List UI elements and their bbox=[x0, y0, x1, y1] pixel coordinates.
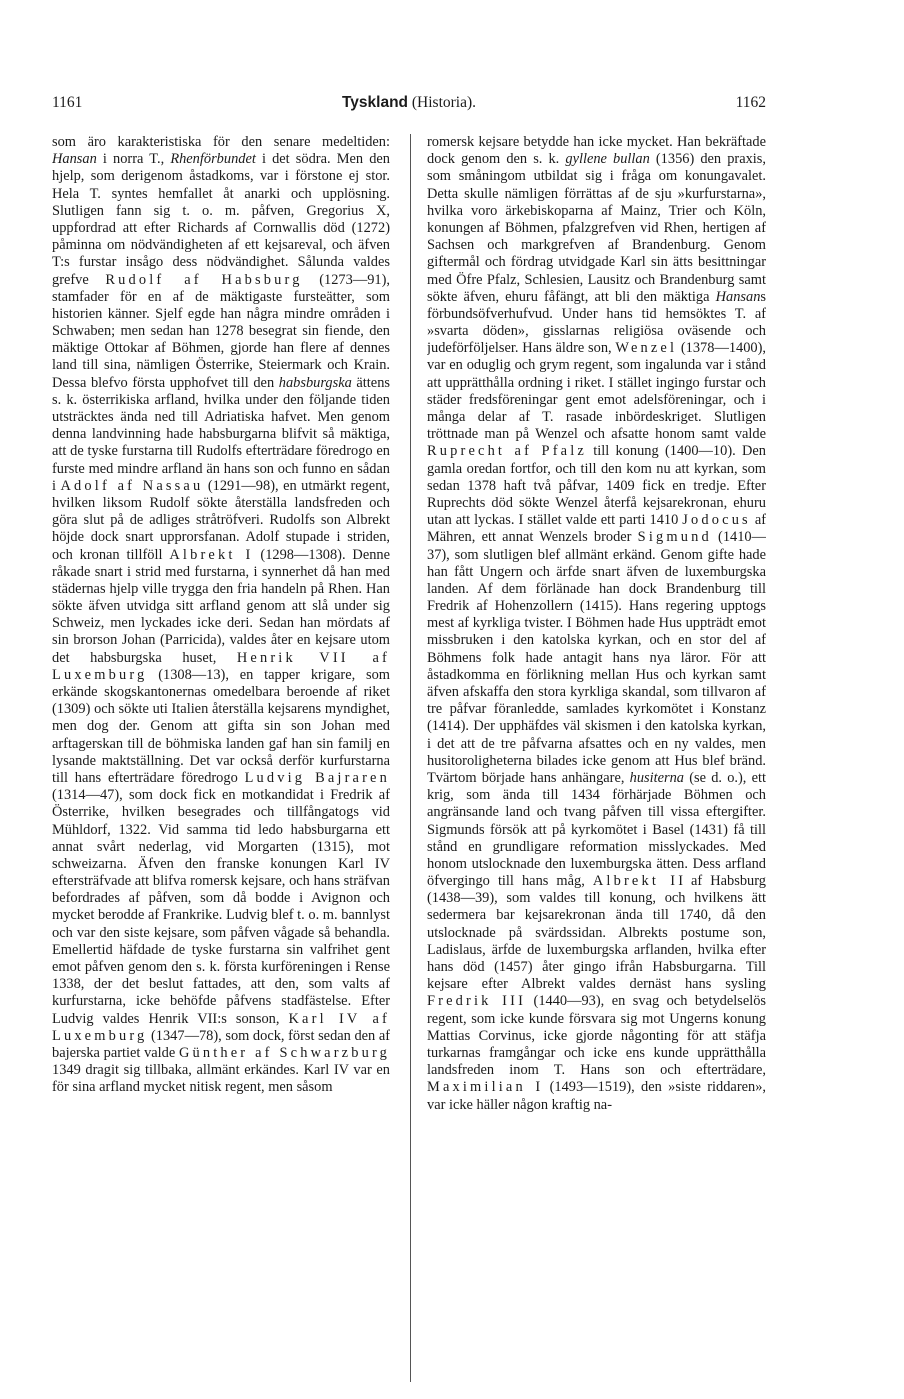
running-header bbox=[52, 94, 766, 118]
running-title bbox=[52, 94, 766, 112]
left-column-text: som äro karakteristiska för den senare medeltiden: Hansan i norra T., Rhenförbundet i det södra. Men den hjelp, som derigenom åstadkoms, var i förstone ej stor. Hela T. syntes hemfallet åt anarki och upplösning. Slutligen fann sig t. o. m. påfven, Gregorius X, uppfordrad att efter Richards af Cornwallis död (1272) påminna om nödvändigheten af ett kejsareval, och äfven T:s furstar insågo dess nödvändighet. Sålunda valdes grefve Rudolf af Habsburg (1273—91), stamfader för en af de mäktigaste fursteätter, som historien känner. Sjelf egde han några mindre områden i Schwaben; men sedan han 1278 besegrat sin fiende, den mäktige Ottokar af Böhmen, gjorde han flere af dennes land till sina, nämligen Österrike, Steiermark och Krain. Dessa blefvo första upphofvet till den habsburgska ättens s. k. österrikiska arfland, hvilka under den följande tiden utsträcktes ända ned till Adriatiska hafvet. Men genom denna landvinning hade habsburgarna blifvit så mäktiga, att de tyske furstarna till Rudolfs efterträdare föredrogo en furste med mindre arfland än hans son och funno en sådan i Adolf af Nassau (1291—98), en utmärkt regent, hvilken liksom Rudolf sökte återställa landsfreden och göra slut på de adliges stråtröfveri. Rudolfs son Albrekt höjde dock snart upprorsfanan. Adolf stupade i striden, och kronan tillföll Albrekt I (1298—1308). Denne råkade snart i strid med furstarna, i synnerhet då han med städernas hjelp ville trygga den fria handeln på Rhen. Han sökte äfven utvidga sitt arfland genom att slå under sig Schweiz, men lyckades icke deri. Sedan han mördats af sin brorson Johan (Parricida), valdes åter en kejsare utom det habsburgska huset, Henrik VII af Luxemburg (1308—13), en tapper krigare, som erkände skogskantonernas omedelbara beroende af riket (1309) och sökte uti Italien återställa kejsarens myndighet, men dog der. Genom att gifta sin son Johan med arftagerskan till de böhmiska landen gaf han sin familj en lysande maktställning. Det var också derför kurfurstarna till hans efterträdare föredrogo Ludvig Bajraren (1314—47), som dock fick en motkandidat i Fredrik af Österrike, hvilken besegrades och tillfångatogs vid Mühldorf, 1322. Vid samma tid ledo habsburgarna ett annat svårt nederlag, vid Morgarten (1315), mot schweizarna. Äfven den franske konungen Karl IV eftersträfvade att blifva romersk kejsare, och hans sträfvan befordrades af påfven, som då bodde i Avignon och mycket berodde af Frankrike. Ludvig blef t. o. m. bannlyst och var den siste kejsare, som påfven vågade så behandla. Emellertid häfdade de tyske furstarna sin valfrihet gent emot påfven genom den s. k. första kurföreningen i Rense 1338, der det beslut fattades, att den, som valts af kurfurstarna, icke behöfde påfvens stadfästelse. Efter Ludvig valdes Henrik VII:s sonson, Karl IV af Luxemburg (1347—78), som dock, först sedan den af bajerska partiet valde Günther af Schwarzburg 1349 dragit sig tillbaka, allmänt erkändes. Karl IV var en för sina arfland mycket nitisk regent, men såsom bbox=[52, 134, 390, 1096]
right-column-text: romersk kejsare betydde han icke mycket. Han bekräftade dock genom den s. k. gyllene bullan (1356) den praxis, som småningom utbildat sig i fråga om konungavalet. Detta skulle nämligen förrättas af de sju »kurfurstarna», hvilka voro ärkebiskoparna af Mainz, Trier och Köln, konungen af Böhmen, pfalzgrefven vid Rhen, hertigen af Sachsen och markgrefven af Brandenburg. Genom giftermål och fördrag utvidgade Karl sin ätts besittningar med Öfre Pfalz, Schlesien, Lausitz och Brandenburg samt sökte äfven, ehuru fåfängt, att bli den mäktiga Hansans förbundsöfverhufvud. Under hans tid hemsöktes T. af »svarta döden», gisslarnas religiösa oväsende och judeförföljelser. Hans äldre son, Wenzel (1378—1400), var en oduglig och grym regent, som ingalunda var i stånd att upprätthålla ordning i riket. I stället ingingo furstar och städer fredsföreningar gent emot adelsföreningar, och i många delar af T. rasade inbördeskriget. Slutligen tröttnade man på Wenzel och afsatte honom samt valde Ruprecht af Pfalz till konung (1400—10). Den gamla oredan fortfor, och till den kom nu att kyrkan, som sedan 1378 haft två påfvar, 1409 fick en tredje. Efter Ruprechts död sökte Wenzel återfå kejsarekronan, ehuru utan att lyckas. I stället valde ett parti 1410 Jodocus af Mähren, ett annat Wenzels broder Sigmund (1410—37), som slutligen blef allmänt erkänd. Genom gifte hade han fått Ungern och ärfde snart äfven de luxemburgska landen. Af dem förlänade han dock Brandenburg till Fredrik af Hohenzollern (1415). Hans regering upptogs mest af kyrkliga tvister. I Böhmen hade Hus uppträdt emot missbruken i den katolska kyrkan, och en stor del af Böhmens folk hade antagit hans nya läror. För att åstadkomma en förlikning mellan Hus och kyrkan samt äfven afskaffa den stora kyrkliga skandal, som tillvaron af tre påfvar föranledde, samlades kyrkomötet i Konstanz (1414). Der upphäfdes väl skismen i den katolska kyrkan, i det att de tre påfvarna afsattes och en ny valdes, men husitoroligheterna bilades icke genom att Hus blef bränd. Tvärtom började hans anhängare, husiterna (se d. o.), ett krig, som ända till 1434 förhärjade Böhmen och angränsande land och tvang påfven till vissa eftergifter. Sigmunds försök att på kyrkomötet i Basel (1431) få till stånd en grundligare reformation misslyckades. Med honom utslocknade den luxemburgska ätten. Dess arfland öfvergingo till hans måg, Albrekt II af Habsburg (1438—39), som valdes till konung, och hvilkens ätt sedermera bar kejsarekronan ända till 1740, då den utslocknade på svärdssidan. Albrekts postume son, Ladislaus, ärfde de luxemburgska arflanden, hvilka efter hans död (1457) åter gingo ifrån Habsburgarna. Till kejsare efter Albrekt valdes dernäst hans sysling Fredrik III (1440—93), en svag och betydelselös regent, som icke kunde försvara sig mot Ungerns konung Mattias Corvinus, icke gjorde någonting för att stäfja turkarnas framgångar och icke ens kunde upprätthålla landsfreden inom T. Hans son och efterträdare, Maximilian I (1493—1519), den »siste riddaren», var icke häller någon kraftig na- bbox=[427, 134, 766, 1113]
right-column bbox=[427, 134, 766, 1379]
page-number-left: 1161 bbox=[52, 94, 83, 111]
left-column bbox=[52, 134, 390, 1379]
title-word: Tyskland bbox=[341, 94, 409, 111]
page-number-right: 1162 bbox=[735, 94, 766, 111]
title-subtitle: (Historia). bbox=[411, 94, 477, 111]
column-divider bbox=[410, 134, 411, 1382]
